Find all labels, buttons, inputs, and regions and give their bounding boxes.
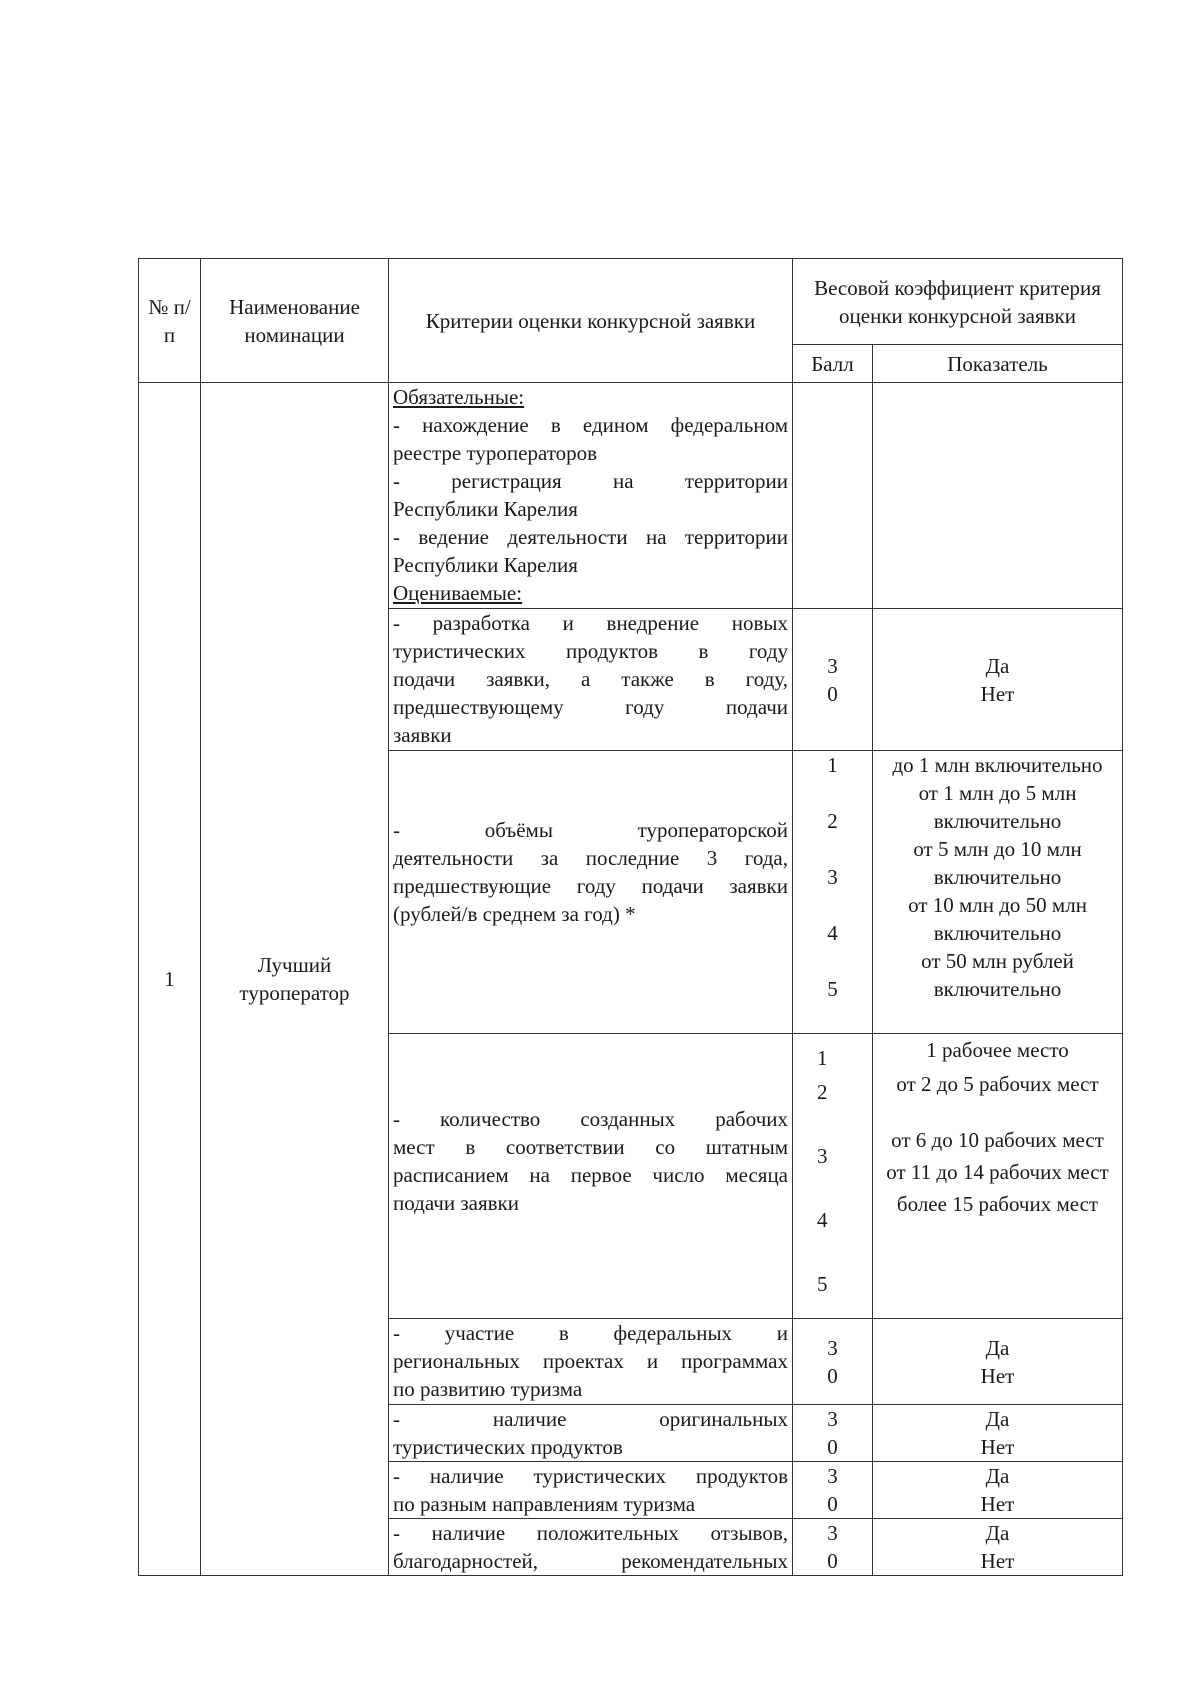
indicator-value: Нет — [980, 1549, 1015, 1573]
indicator-value: 1 рабочее место — [926, 1038, 1069, 1062]
indicator-value: Нет — [980, 1435, 1015, 1459]
score-value: 2 — [827, 809, 838, 833]
criterion-line: - наличие оригинальных — [393, 1407, 788, 1431]
score-value: 1 — [817, 1046, 828, 1070]
criterion-text — [389, 1405, 793, 1462]
indicator-cell — [873, 751, 1123, 1034]
mandatory-line: - регистрация на территории — [393, 469, 788, 493]
indicator-cell — [873, 1462, 1123, 1519]
indicator-cell — [873, 609, 1123, 751]
score-value: 0 — [827, 681, 838, 706]
criterion-line: - наличие положительных отзывов, — [393, 1521, 788, 1545]
criterion-text — [389, 1319, 793, 1405]
indicator-value: Нет — [980, 1363, 1015, 1388]
criterion-line: - объёмы туроператорской — [393, 818, 788, 842]
indicator-cell — [873, 1519, 1123, 1576]
indicator-value: Да — [985, 653, 1010, 678]
mandatory-line: Республики Карелия — [393, 553, 578, 577]
criterion-line: заявки — [393, 723, 452, 747]
mandatory-title: Обязательные: — [393, 385, 525, 409]
criterion-line: (рублей/в среднем за год) * — [393, 902, 636, 926]
score-cell — [793, 1034, 873, 1319]
header-criteria: Критерии оценки конкурсной заявки — [389, 259, 793, 383]
score-value: 0 — [827, 1435, 838, 1459]
criterion-line: благодарностей, рекомендательных — [393, 1549, 788, 1573]
criterion-line: региональных проектах и программах — [393, 1349, 788, 1373]
indicator-cell — [873, 1034, 1123, 1319]
row-num: 1 — [139, 383, 201, 1576]
indicator-value: Да — [985, 1521, 1010, 1545]
score-value: 2 — [817, 1080, 828, 1104]
criterion-line: по развитию туризма — [393, 1377, 583, 1401]
criterion-text — [389, 1462, 793, 1519]
mandatory-line: - ведение деятельности на территории — [393, 525, 788, 549]
criterion-line: - разработка и внедрение новых — [393, 611, 788, 635]
score-value: 0 — [827, 1363, 838, 1388]
criteria-table — [138, 258, 1123, 1576]
mandatory-line: Республики Карелия — [393, 497, 578, 521]
score-value: 4 — [827, 921, 838, 945]
indicator-value: Да — [985, 1407, 1010, 1431]
criterion-line: по разным направлениям туризма — [393, 1492, 696, 1516]
indicator-value: от 5 млн до 10 млн включительно — [913, 837, 1082, 889]
score-value: 3 — [827, 653, 838, 678]
criterion-text — [389, 1034, 793, 1319]
indicator-value: Да — [985, 1464, 1010, 1488]
indicator-value: более 15 рабочих мест — [896, 1192, 1099, 1216]
criterion-line: туристических продуктов в году — [393, 639, 788, 663]
criterion-line: предшествующему году подачи — [393, 695, 788, 719]
indicator-cell — [873, 1405, 1123, 1462]
score-value: 3 — [827, 1407, 838, 1431]
score-cell — [793, 609, 873, 751]
header-indicator: Показатель — [873, 345, 1123, 383]
score-cell — [793, 1405, 873, 1462]
indicator-value: от 6 до 10 рабочих мест — [891, 1128, 1104, 1152]
criterion-line: мест в соответствии со штатным — [393, 1135, 788, 1159]
header-nomination: Наименование номинации — [201, 259, 389, 383]
score-cell — [793, 1462, 873, 1519]
header-score: Балл — [793, 345, 873, 383]
header-num: № п/п — [139, 259, 201, 383]
criterion-line: предшествующие году подачи заявки — [393, 874, 788, 898]
row-nomination: Лучший туроператор — [201, 383, 389, 1576]
score-value: 3 — [827, 1335, 838, 1360]
indicator-value: Нет — [980, 681, 1015, 706]
criterion-line: - количество созданных рабочих — [393, 1107, 788, 1131]
score-value: 0 — [827, 1549, 838, 1573]
indicator-value: до 1 млн включительно — [892, 753, 1103, 777]
indicator-cell — [873, 1319, 1123, 1405]
mandatory-line: - нахождение в едином федеральном — [393, 413, 788, 437]
mandatory-row — [139, 383, 1123, 609]
indicator-cell-empty — [873, 383, 1123, 609]
indicator-value: Нет — [980, 1492, 1015, 1516]
criterion-text — [389, 609, 793, 751]
indicator-value: Да — [985, 1335, 1010, 1360]
indicator-value: от 11 до 14 рабочих мест — [886, 1160, 1109, 1184]
criterion-text — [389, 1519, 793, 1576]
score-cell-empty — [793, 383, 873, 609]
mandatory-cell — [389, 383, 793, 609]
score-value: 3 — [827, 1464, 838, 1488]
score-value: 0 — [827, 1492, 838, 1516]
criterion-line: - наличие туристических продуктов — [393, 1464, 788, 1488]
criterion-line: деятельности за последние 3 года, — [393, 846, 788, 870]
indicator-value: от 1 млн до 5 млн включительно — [918, 781, 1077, 833]
score-cell — [793, 1519, 873, 1576]
criterion-text — [389, 751, 793, 1034]
score-value: 5 — [827, 977, 838, 1001]
score-value: 3 — [817, 1144, 828, 1168]
score-value: 3 — [827, 1521, 838, 1545]
score-cell — [793, 1319, 873, 1405]
indicator-value: от 50 млн рублей включительно — [921, 949, 1074, 1001]
criterion-line: подачи заявки, а также в году, — [393, 667, 788, 691]
criterion-line: - участие в федеральных и — [393, 1321, 788, 1345]
score-value: 4 — [817, 1208, 828, 1232]
indicator-value: от 10 млн до 50 млн включительно — [908, 893, 1087, 945]
evaluated-title: Оцениваемые: — [393, 581, 523, 605]
score-value: 3 — [827, 865, 838, 889]
score-value: 5 — [817, 1272, 828, 1296]
score-cell — [793, 751, 873, 1034]
criterion-line: расписанием на первое число месяца — [393, 1163, 788, 1187]
header-row — [139, 259, 1123, 345]
indicator-value: от 2 до 5 рабочих мест — [896, 1072, 1099, 1096]
criterion-line: туристических продуктов — [393, 1435, 623, 1459]
score-value: 1 — [827, 753, 838, 777]
criterion-line: подачи заявки — [393, 1191, 519, 1215]
mandatory-line: реестре туроператоров — [393, 441, 598, 465]
header-weight: Весовой коэффициент критерия оценки конкурсной заявки — [793, 259, 1123, 345]
